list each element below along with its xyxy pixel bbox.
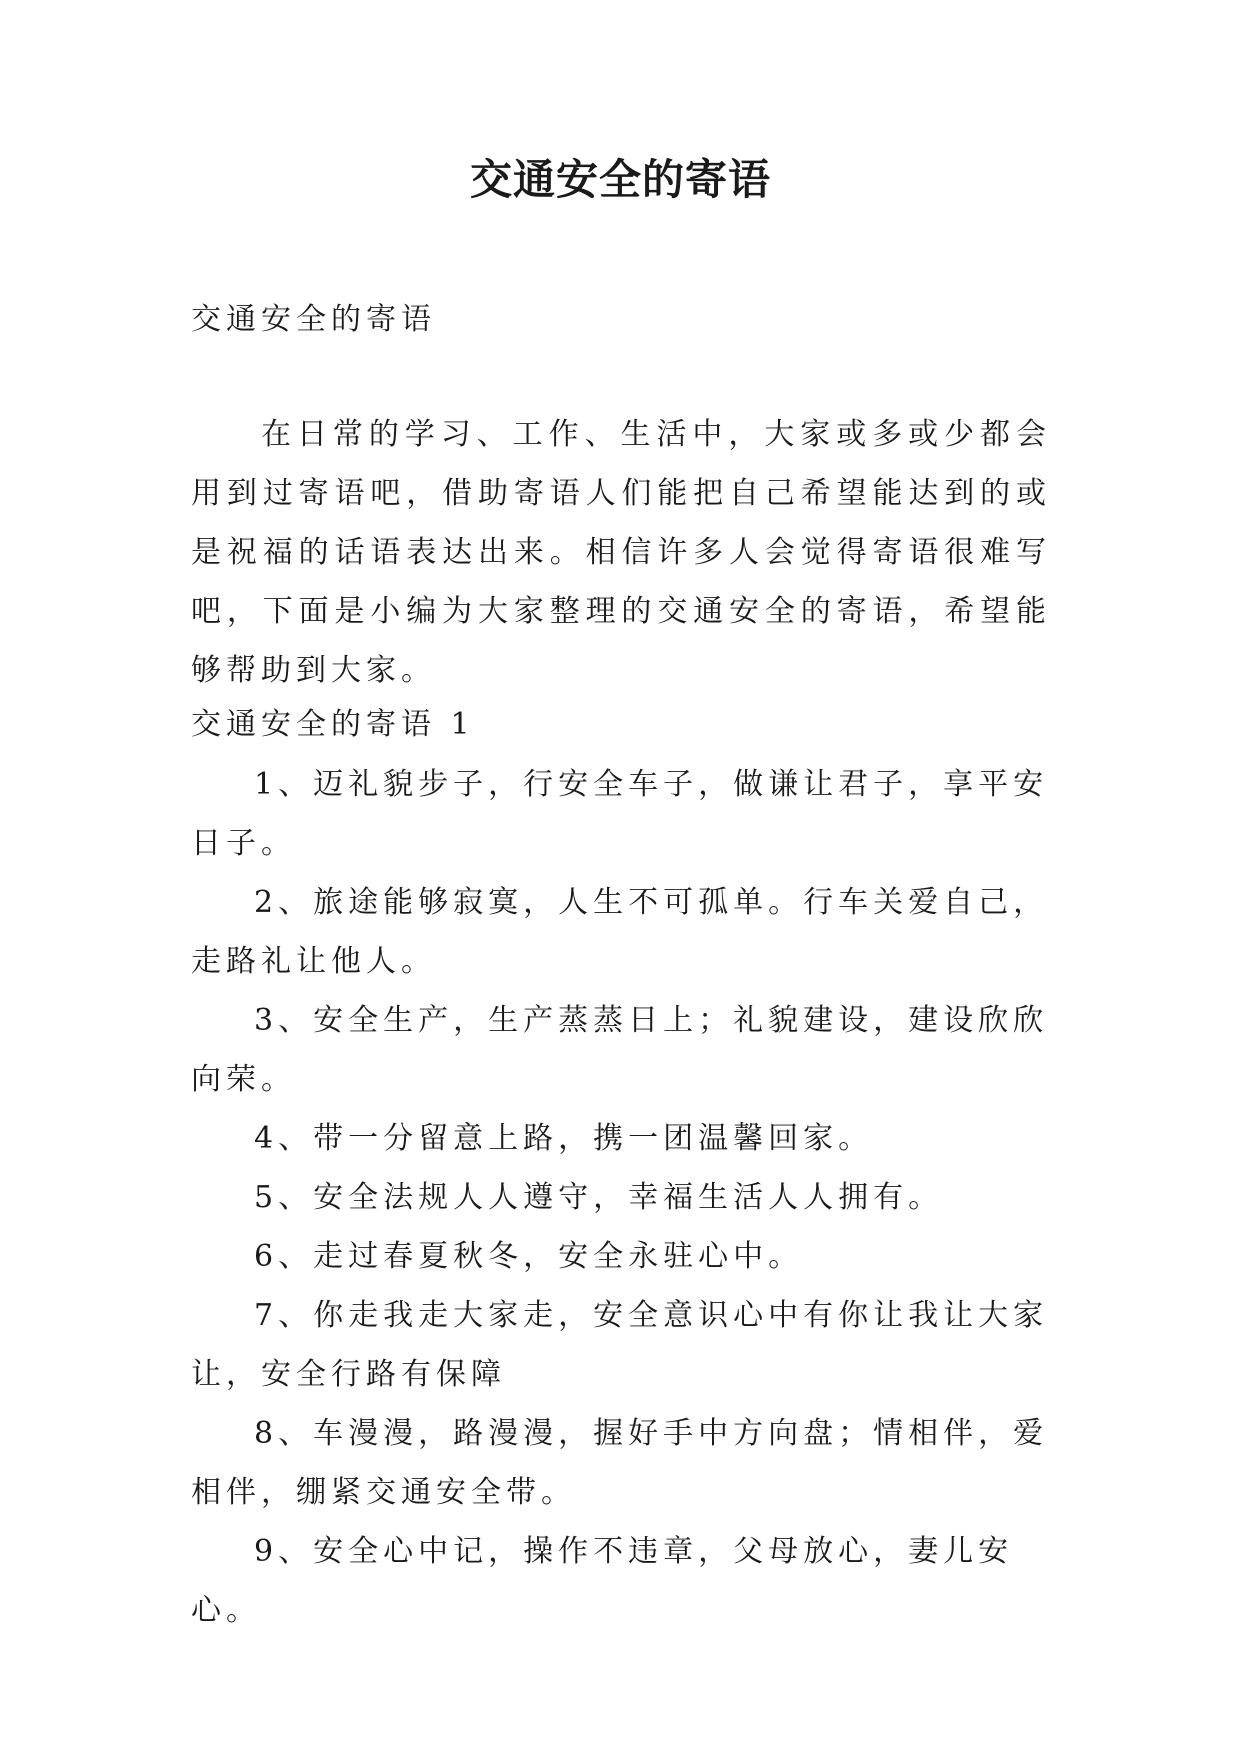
slogan-item-9: 9、安全心中记，操作不违章，父母放心，妻儿安心。 (191, 1534, 1014, 1628)
slogan-item-3: 3、安全生产，生产蒸蒸日上；礼貌建设，建设欣欣向荣。 (191, 1003, 1049, 1097)
slogan-item-6: 6、走过春夏秋冬，安全永驻心中。 (254, 1239, 804, 1274)
section-title: 交通安全的寄语 1 (191, 707, 475, 742)
page-title: 交通安全的寄语 (469, 155, 771, 204)
slogan-item-5: 5、安全法规人人遵守，幸福生活人人拥有。 (254, 1180, 944, 1215)
document-subtitle: 交通安全的寄语 (191, 302, 436, 337)
slogan-list (191, 755, 1051, 1640)
slogan-item-8: 8、车漫漫，路漫漫，握好手中方向盘；情相伴，爱相伴，绷紧交通安全带。 (191, 1416, 1049, 1510)
slogan-item-1: 1、迈礼貌步子，行安全车子，做谦让君子，享平安日子。 (191, 767, 1049, 861)
slogan-item-2: 2、旅途能够寂寞，人生不可孤单。行车关爱自己，走路礼让他人。 (191, 885, 1049, 979)
slogan-item-7: 7、你走我走大家走，安全意识心中有你让我让大家让，安全行路有保障 (191, 1298, 1049, 1392)
slogan-item-4: 4、带一分留意上路，携一团温馨回家。 (254, 1121, 874, 1156)
intro-paragraph: 在日常的学习、工作、生活中，大家或多或少都会用到过寄语吧，借助寄语人们能把自己希望能达到的或是祝福的话语表达出来。相信许多人会觉得寄语很难写吧，下面是小编为大家整理的交通安全的寄语，希望能够帮助到大家。 (191, 417, 1051, 688)
